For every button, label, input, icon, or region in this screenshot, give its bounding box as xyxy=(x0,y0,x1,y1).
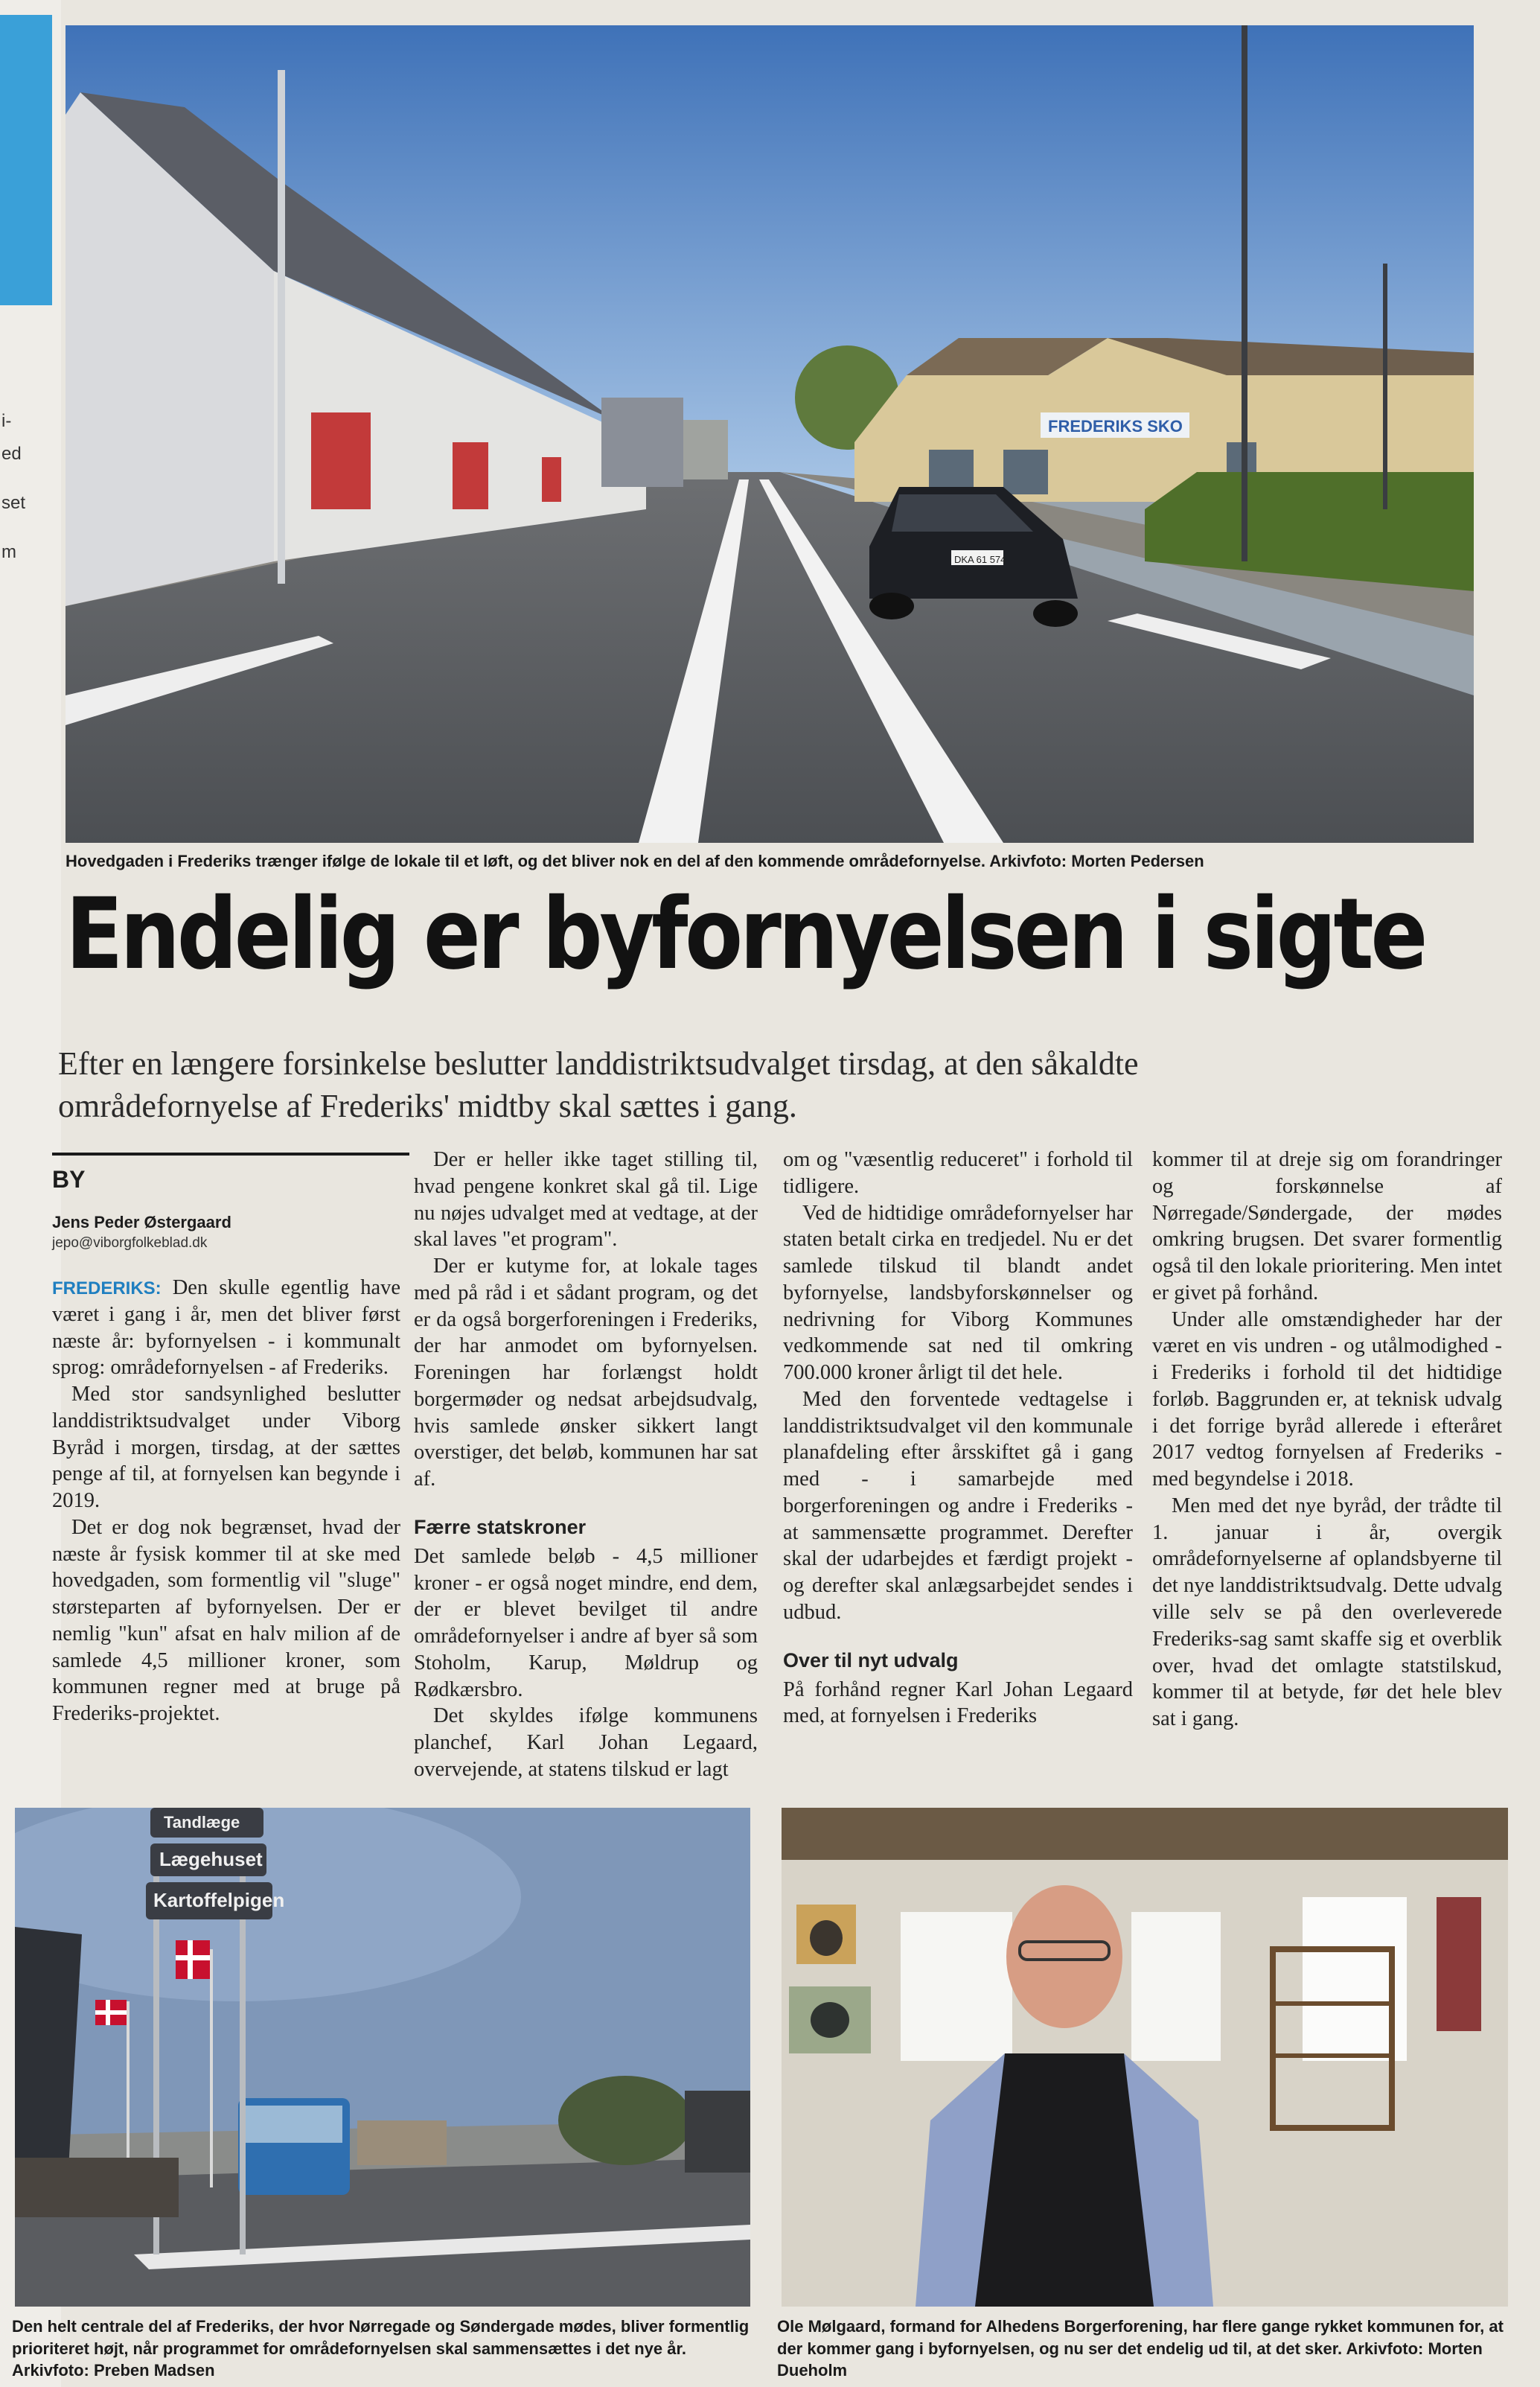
body-paragraph: FREDERIKS: Den skulle egentlig have været i gang i år, men det bliver først næste år: byfornyelsen - i kommunalt sprog: områdefornyelsen - af Frederiks. xyxy=(52,1276,400,1380)
top-photo-caption: Hovedgaden i Frederiks trænger ifølge de lokale til et løft, og det bliver nok en del af den kommende områdefornyelse. Arkivfoto: Morten Pedersen xyxy=(66,852,1204,870)
author-name: Jens Peder Østergaard xyxy=(52,1213,231,1231)
article-column-2 xyxy=(414,1147,758,1783)
license-plate: DKA 61 574 xyxy=(954,554,1006,565)
street-sign: Kartoffelpigen xyxy=(153,1889,285,1911)
subheading: Færre statskroner xyxy=(414,1515,587,1538)
body-paragraph: På forhånd regner Karl Johan Legaard med, at fornyelsen i Frederiks xyxy=(783,1677,1133,1728)
article-column-4 xyxy=(1152,1147,1502,1733)
body-paragraph: Under alle omstændigheder har der været en vis undren - og utålmodighed - i Frederiks i forhold til det hidtidige forløb. Baggrunden er, at teknisk udvalg i det forrige byråd allerede i efteråret 2017 vedtog fornyelsen af Frederiks - med begyndelse i 2018. xyxy=(1152,1307,1502,1491)
portrait-photo xyxy=(782,1808,1508,2307)
edge-text-fragment: m xyxy=(1,542,16,562)
adjacent-page-blue-block xyxy=(0,15,52,305)
article-column-3 xyxy=(783,1147,1133,1730)
shop-sign-text: FREDERIKS SKO xyxy=(1048,417,1183,436)
body-paragraph: Det samlede beløb - 4,5 millioner kroner - er også noget mindre, end dem, der er blevet bevilget til andre områdefornyelser i andre af byer så som Stoholm, Karup, Møldrup og Rødkærsbro. xyxy=(414,1544,758,1701)
bottom-right-caption: Ole Mølgaard, formand for Alhedens Borgerforening, har flere gange rykket kommunen for, at der kommer gang i byfornyelsen, og nu ser det endelig ud til, at det sker. Arkivfoto: Morten Dueholm xyxy=(777,2317,1504,2380)
body-paragraph: Der er heller ikke taget stilling til, hvad pengene konkret skal gå til. Lige nu nøjes udvalget med at vedtage, at der skal laves "et program". xyxy=(414,1148,758,1252)
body-paragraph: Der er kutyme for, at lokale tages med på råd i et sådant program, og det er da også borgerforeningen i Frederiks, der har anmodet om byfornyelsen. Foreningen har forlængst holdt borgermøder og nedsat arbejdsudvalg, hvis samlede ønsker sikkert langt overstiger, det beløb, kommunen har sat af. xyxy=(414,1255,758,1491)
body-paragraph: Det er dog nok begrænset, hvad der næste år fysisk kommer til at ske med hovedgaden, som formentlig vil "sluge" størsteparten af byfornyelsen. Der er nemlig "kun" afsat en halv milion af de samlede 4,5 millioner kroner, som kommunen regner med at bruge på Frederiks-projektet. xyxy=(52,1515,400,1726)
byline xyxy=(52,1153,409,1252)
lead-paragraph: Efter en længere forsinkelse beslutter landdistriktsudvalget tirsdag, at den såkaldte områdefornyelse af Frederiks' midtby skal sættes i gang. xyxy=(58,1045,1139,1125)
subheading: Over til nyt udvalg xyxy=(783,1648,959,1671)
street-sign: Lægehuset xyxy=(159,1848,263,1870)
body-paragraph: om og "væsentlig reduceret" i forhold til tidligere. xyxy=(783,1148,1133,1198)
bottom-left-caption: Den helt centrale del af Frederiks, der hvor Nørregade og Søndergade mødes, bliver formentlig prioriteret højt, når programmet for områdefornyelsen skal sammensættes i det nye år. Arkivfoto: Preben Madsen xyxy=(12,2317,750,2380)
body-paragraph: Det skyldes ifølge kommunens planchef, Karl Johan Legaard, overvejende, at statens tilskud er lagt xyxy=(414,1704,758,1781)
body-paragraph: Med den forventede vedtagelse i landdistriktsudvalget vil den kommunale planafdeling efter årsskiftet gå i gang med - i samarbejde med borgerforeningen og andre i Frederiks - at sammensætte programmet. Derefter skal der udarbejdes et færdigt projekt - og derefter skal anlægsarbejdet sendes i udbud. xyxy=(783,1387,1133,1625)
dateline: FREDERIKS: xyxy=(52,1278,162,1298)
street-sign: Tandlæge xyxy=(164,1813,240,1832)
street-corner-photo xyxy=(15,1808,750,2307)
main-street-photo xyxy=(66,25,1474,843)
body-paragraph: Ved de hidtidige områdefornyelser har staten betalt cirka en tredjedel. Nu er det samlede tilskud til blandt andet byfornyelse, landsbyforskønnelser og nedrivning for Viborg Kommunes vedkommende sat ned til omkring 700.000 kroner årligt til det hele. xyxy=(783,1201,1133,1385)
edge-text-fragment: set xyxy=(1,493,26,513)
headline: Endelig er byfornyelsen i sigte xyxy=(66,877,1425,992)
body-paragraph: Med stor sandsynlighed beslutter landdistriktsudvalget under Viborg Byråd i morgen, tirsdag, at der sættes penge af til, at fornyelsen kan begynde i 2019. xyxy=(52,1383,400,1513)
author-email: jepo@viborgfolkeblad.dk xyxy=(52,1235,208,1251)
body-paragraph: kommer til at dreje sig om forandringer og forskønnelse af Nørregade/Søndergade, der mødes omkring brugsen. Det svarer formentlig også til den lokale prioritering. Men intet er givet på forhånd. xyxy=(1152,1148,1502,1304)
body-paragraph: Men med det nye byråd, der trådte til 1. januar i år, overgik områdefornyelserne af oplandsbyerne til det nye landdistriktsudvalg. Dette udvalg ville selv se på den overleverede Frederiks-sag samt skaffe sig et overblik over, hvad det omlagte statstilskud, kommer til at betyde, før det hele blev sat i gang. xyxy=(1152,1494,1502,1731)
edge-text-fragment: i- xyxy=(1,411,12,431)
byline-label: BY xyxy=(52,1153,409,1194)
article-column-1 xyxy=(52,1275,400,1727)
edge-text-fragment: ed xyxy=(1,444,22,464)
